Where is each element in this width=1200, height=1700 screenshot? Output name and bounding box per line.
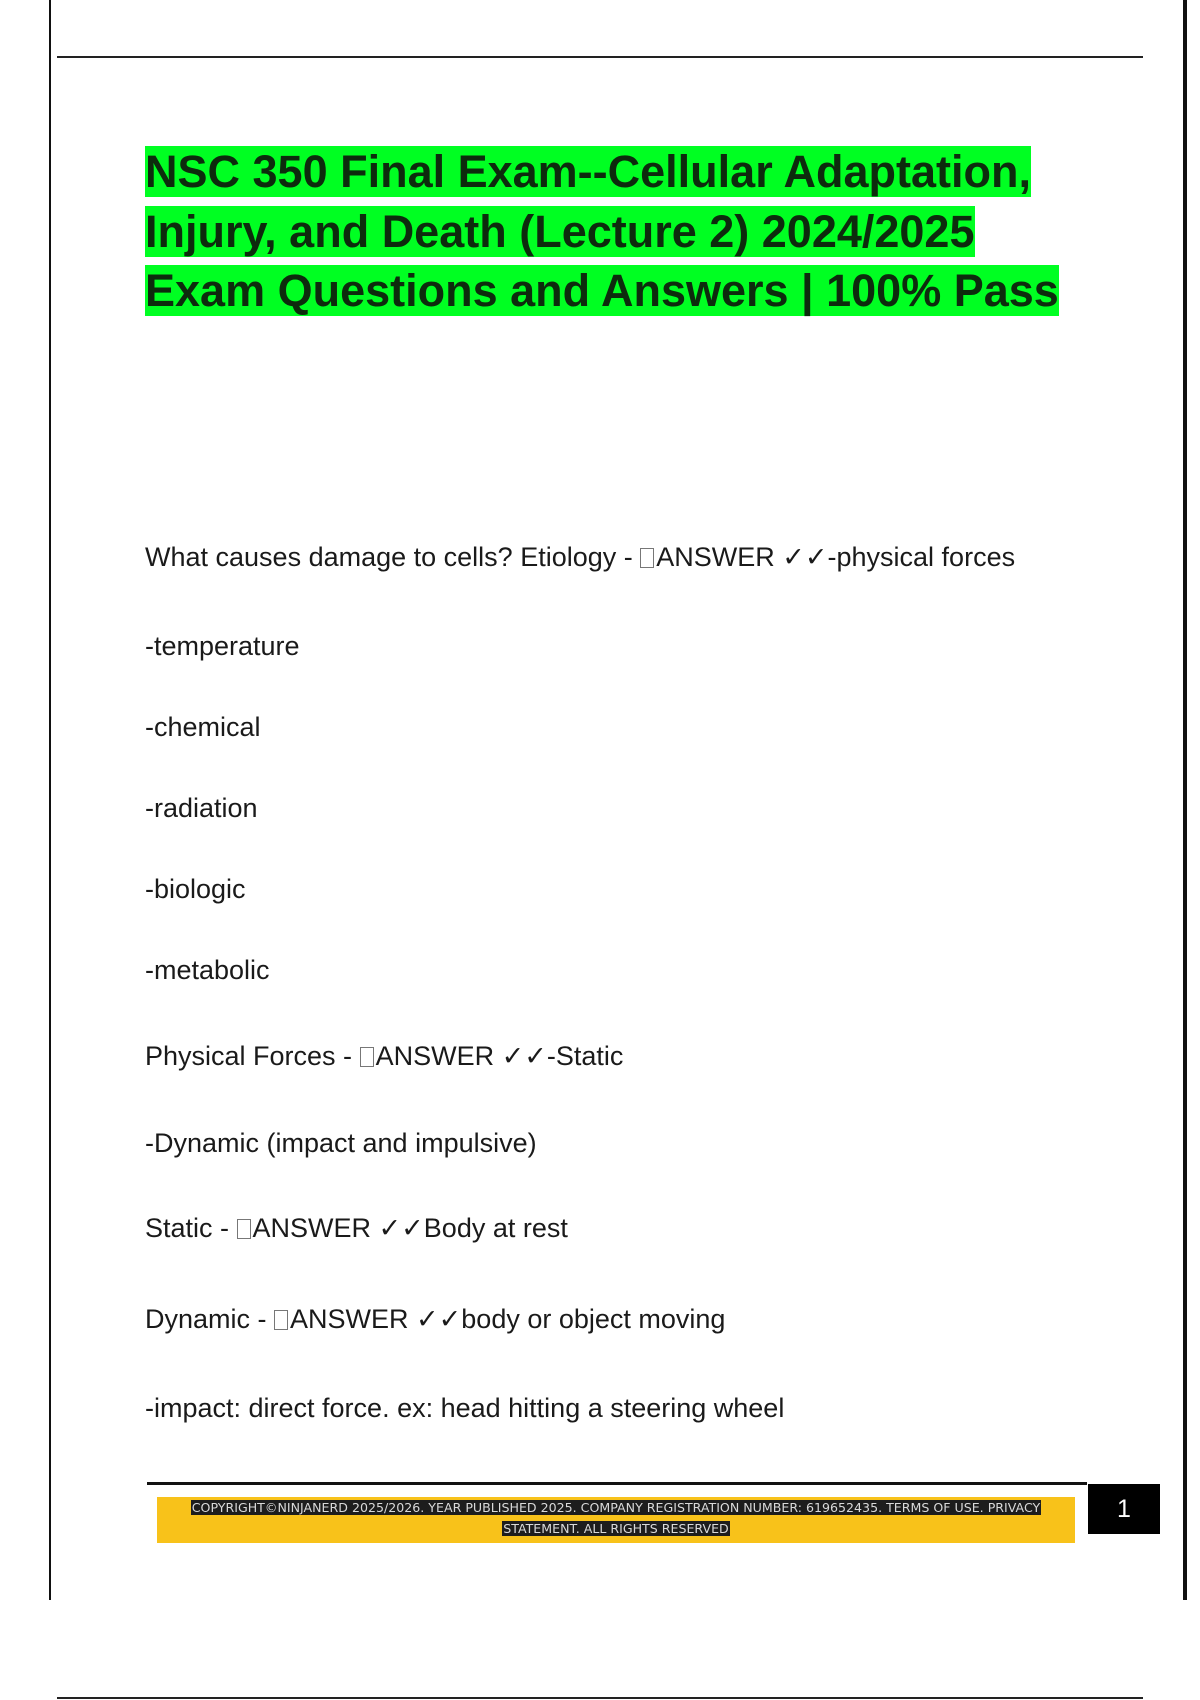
qa-line: -metabolic: [145, 955, 270, 985]
box-placeholder-icon: [360, 1047, 374, 1067]
copyright-line-2: STATEMENT. ALL RIGHTS RESERVED: [503, 1521, 729, 1536]
qa-line: -biologic: [145, 874, 246, 904]
copyright-line-1: COPYRIGHT©NINJANERD 2025/2026. YEAR PUBLISHED 2025. COMPANY REGISTRATION NUMBER: 619652435. TERMS OF USE. PRIVACY: [191, 1500, 1041, 1515]
qa-line: -Dynamic (impact and impulsive): [145, 1128, 537, 1158]
document-title: [145, 142, 1105, 321]
qa-line: What causes damage to cells? Etiology - ANSWER ✓✓-physical forces: [145, 542, 1016, 572]
qa-line: Static - ANSWER ✓✓Body at rest: [145, 1213, 568, 1243]
qa-line: -chemical: [145, 712, 261, 742]
page-border-right: [1183, 0, 1187, 1600]
qa-line: Dynamic - ANSWER ✓✓body or object moving: [145, 1304, 726, 1334]
qa-line: -temperature: [145, 631, 300, 661]
footer-rule: [147, 1482, 1087, 1485]
next-page-rule: [57, 1697, 1143, 1699]
box-placeholder-icon: [640, 548, 654, 568]
box-placeholder-icon: [274, 1310, 288, 1330]
header-rule: [57, 56, 1143, 58]
qa-line: -radiation: [145, 793, 258, 823]
page-number: 1: [1088, 1484, 1160, 1534]
copyright-footer: [157, 1497, 1075, 1543]
qa-line: Physical Forces - ANSWER ✓✓-Static: [145, 1041, 624, 1071]
box-placeholder-icon: [237, 1219, 251, 1239]
qa-line: -impact: direct force. ex: head hitting a steering wheel: [145, 1393, 785, 1423]
title-highlight: NSC 350 Final Exam--Cellular Adaptation, Injury, and Death (Lecture 2) 2024/2025 Exam Questions and Answers | 100% Pass: [145, 146, 1059, 316]
page-border-left: [49, 0, 51, 1600]
